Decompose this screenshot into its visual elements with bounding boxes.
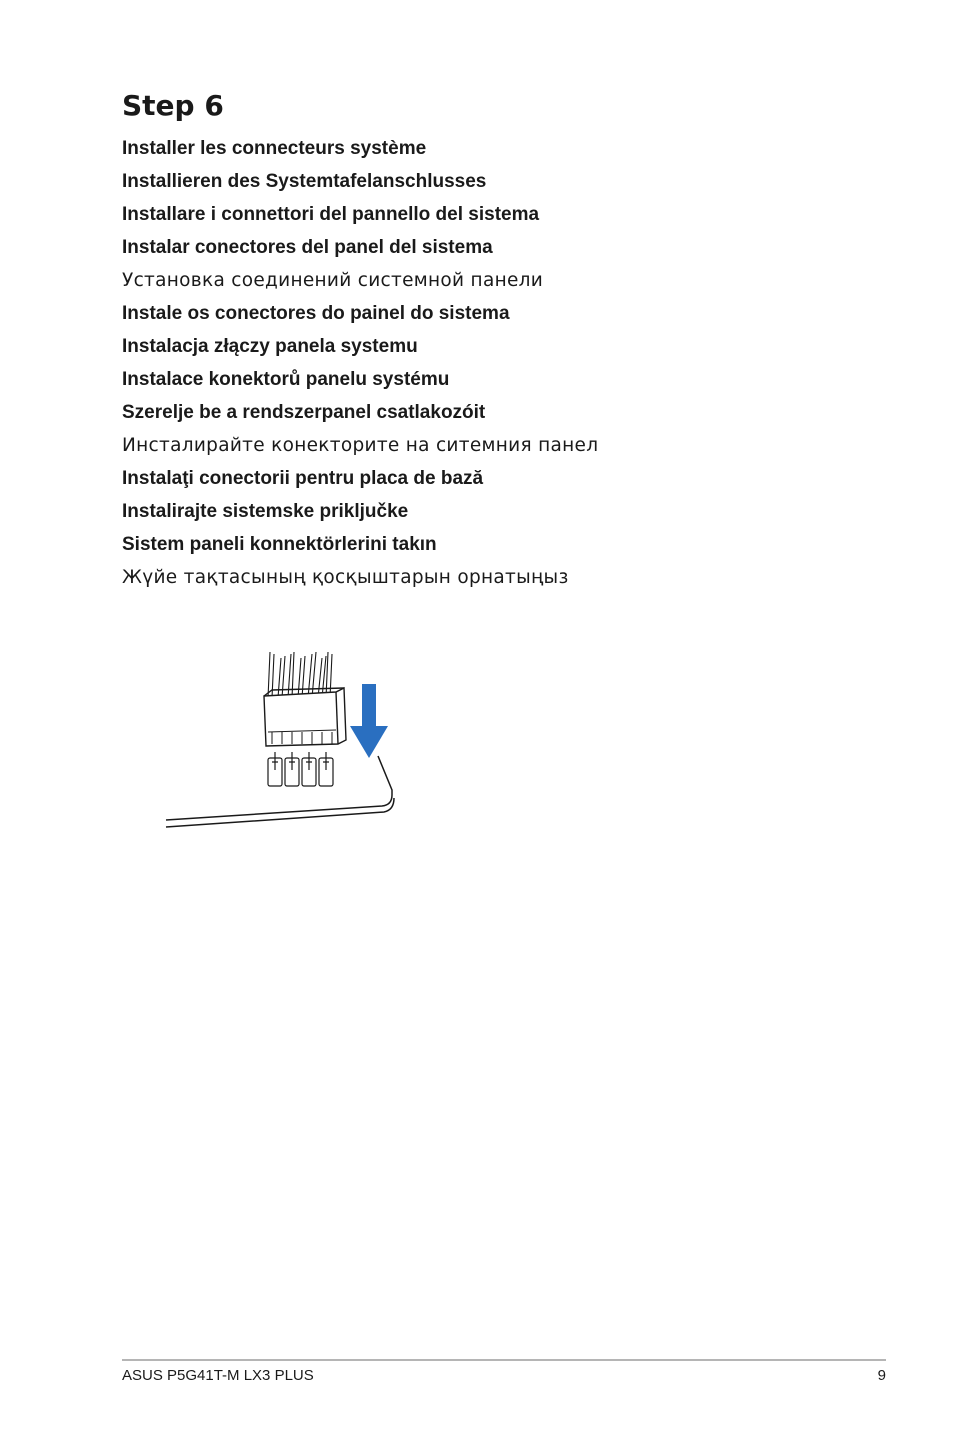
- instruction-line: Instalacja złączy panela systemu: [122, 336, 418, 357]
- instruction-line: Instale os conectores do painel do sistema: [122, 303, 510, 324]
- insert-arrow-icon: [350, 684, 388, 758]
- page-title: Step 6: [122, 89, 224, 122]
- connector-insert-illustration: [160, 640, 410, 840]
- instruction-line: Instalar conectores del panel del sistema: [122, 237, 493, 258]
- instruction-line: Instalaţi conectorii pentru placa de bază: [122, 468, 484, 489]
- instruction-line: Installer les connecteurs système: [122, 138, 427, 159]
- instruction-line: Инсталирайте конекторите на ситемния панел: [122, 435, 599, 456]
- footer-product-name: ASUS P5G41T-M LX3 PLUS: [122, 1367, 314, 1384]
- connector-wires: [268, 652, 332, 698]
- connector-housing: [264, 688, 346, 746]
- instruction-line: Installieren des Systemtafelanschlusses: [122, 171, 487, 192]
- footer-divider: [122, 1359, 886, 1361]
- instruction-line: Установка соединений системной панели: [122, 270, 544, 291]
- instruction-line: Instalirajte sistemske priključke: [122, 501, 409, 522]
- footer-page-number: 9: [877, 1367, 886, 1384]
- instruction-line: Жүйе тақтасының қосқыштарын орнатыңыз: [122, 567, 569, 588]
- instruction-list: [122, 136, 598, 598]
- instruction-line: Sistem paneli konnektörlerini takın: [122, 534, 437, 555]
- instruction-line: Instalace konektorů panelu systému: [122, 369, 450, 390]
- instruction-line: Installare i connettori del pannello del sistema: [122, 204, 540, 225]
- header-pins: [268, 752, 333, 786]
- instruction-line: Szerelje be a rendszerpanel csatlakozóit: [122, 402, 486, 423]
